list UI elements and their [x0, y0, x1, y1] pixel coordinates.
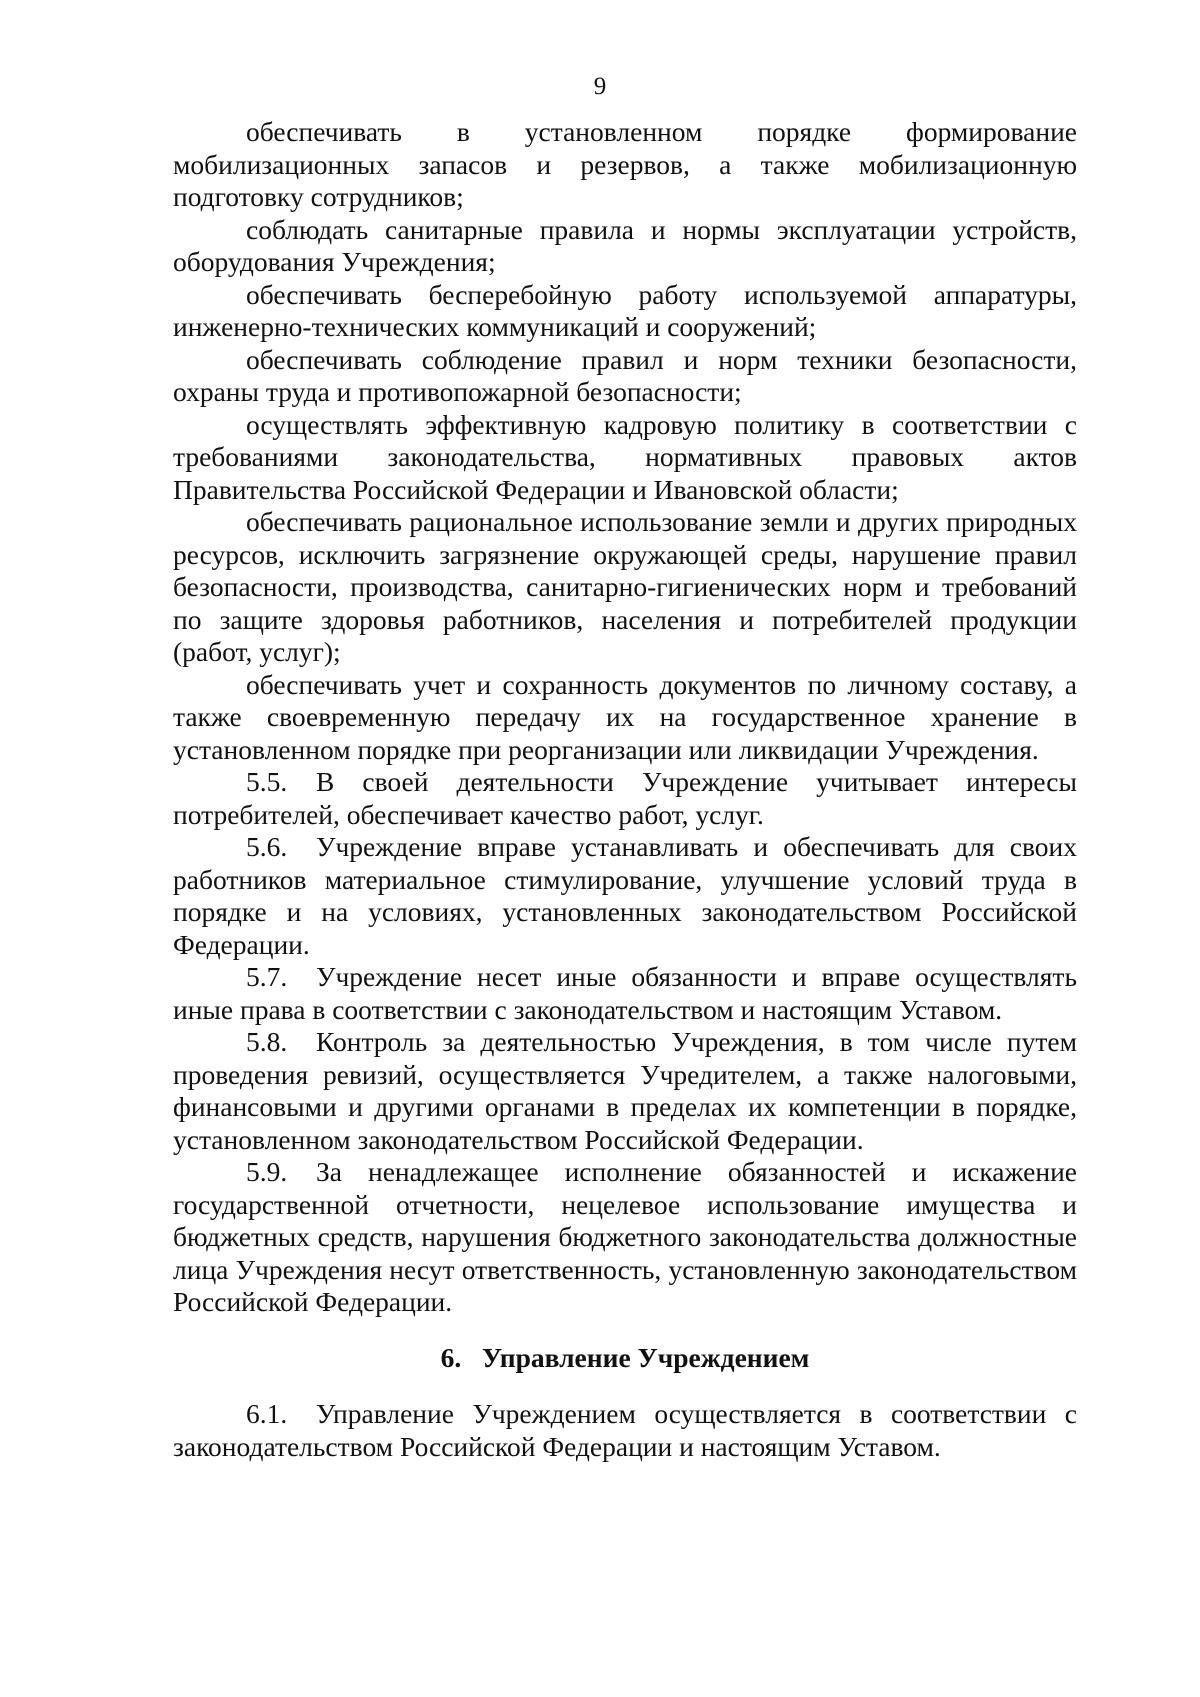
clause-number: 5.5.	[246, 766, 288, 797]
clause-number: 5.8.	[246, 1026, 288, 1057]
paragraph-text: Учреждение несет иные обязанности и вправе осуществлять иные права в соответствии с законодательством и настоящим Уставом.	[173, 961, 1077, 1025]
paragraph	[173, 506, 1077, 669]
paragraph-text: обеспечивать в установленном порядке формирование мобилизационных запасов и резервов, а также мобилизационную подготовку сотрудников;	[173, 116, 1077, 212]
paragraph-text: За ненадлежащее исполнение обязанностей и искажение государственной отчетности, нецелевое использование имущества и бюджетных средств, нарушения бюджетного законодательства должностные лица Учреждения несут ответственность, установленную законодательством Российской Федерации.	[173, 1156, 1077, 1317]
paragraph-text: Контроль за деятельностью Учреждения, в том числе путем проведения ревизий, осуществляется Учредителем, а также налоговыми, финансовыми и другими органами в пределах их компетенции в порядке, установленном законодательством Российской Федерации.	[173, 1026, 1077, 1155]
paragraph-text: В своей деятельности Учреждение учитывает интересы потребителей, обеспечивает качество работ, услуг.	[173, 766, 1077, 830]
paragraph	[173, 766, 1077, 831]
paragraph-text: обеспечивать учет и сохранность документов по личному составу, а также своевременную передачу их на государственное хранение в установленном порядке при реорганизации или ликвидации Учреждения.	[173, 668, 1077, 765]
paragraph-text: соблюдать санитарные правила и нормы эксплуатации устройств, оборудования Учреждения;	[173, 213, 1077, 277]
paragraph	[173, 344, 1077, 409]
paragraph	[173, 831, 1077, 961]
paragraph	[173, 1398, 1077, 1463]
paragraph	[173, 669, 1077, 767]
section-heading: 6. Управление Учреждением	[440, 1341, 810, 1373]
paragraph-text: обеспечивать бесперебойную работу используемой аппаратуры, инженерно-технических коммуникаций и сооружений;	[173, 278, 1077, 342]
paragraph-text: обеспечивать рациональное использование земли и других природных ресурсов, исключить загрязнение окружающей среды, нарушение правил безопасности, производства, санитарно-гигиенических норм и требований по защите здоровья работников, населения и потребителей продукции (работ, услуг);	[173, 506, 1077, 667]
paragraphs-before	[173, 116, 1077, 1319]
paragraph-text: осуществлять эффективную кадровую политику в соответствии с требованиями законодательства, нормативных правовых актов Правительства Российской Федерации и Ивановской области;	[173, 408, 1077, 505]
paragraph	[173, 409, 1077, 507]
paragraph	[173, 1026, 1077, 1156]
paragraph-text: Учреждение вправе устанавливать и обеспечивать для своих работников материальное стимулирование, улучшение условий труда в порядке и на условиях, установленных законодательством Российской Федерации.	[173, 831, 1077, 960]
paragraph	[173, 1156, 1077, 1319]
paragraphs-after	[173, 1398, 1077, 1463]
paragraph	[173, 116, 1077, 214]
paragraph-text: Управление Учреждением осуществляется в соответствии с законодательством Российской Федерации и настоящим Уставом.	[173, 1398, 1077, 1462]
document-body	[173, 116, 1077, 1463]
clause-number: 6.1.	[246, 1398, 288, 1429]
paragraph	[173, 961, 1077, 1026]
paragraph	[173, 214, 1077, 279]
clause-number: 5.9.	[246, 1156, 288, 1187]
clause-number: 5.6.	[246, 831, 288, 862]
page-number: 9	[593, 73, 607, 100]
paragraph	[173, 279, 1077, 344]
paragraph-text: обеспечивать соблюдение правил и норм техники безопасности, охраны труда и противопожарной безопасности;	[173, 343, 1077, 407]
clause-number: 5.7.	[246, 961, 288, 992]
